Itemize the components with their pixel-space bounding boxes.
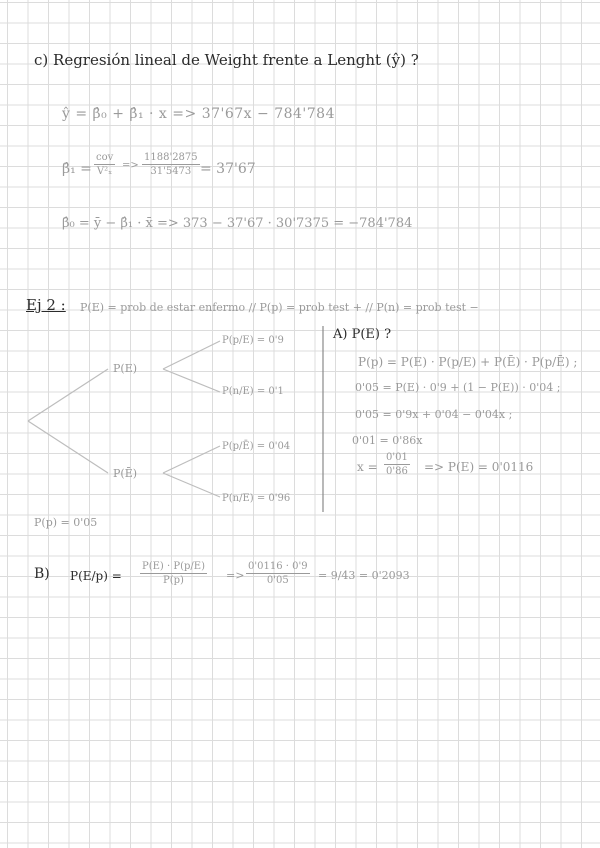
beta1-arrow: => <box>122 160 139 171</box>
beta1-result: = 37'67 <box>200 161 256 177</box>
tree-leaf-p-given-not-e: P(p/Ē) = 0'04 <box>222 441 291 452</box>
tree-leaf-p-given-e: P(p/E) = 0'9 <box>222 335 284 346</box>
part-b-bayes-numerator: P(E) · P(p/E) <box>142 561 205 572</box>
part-c-heading: c) Regresión lineal de Weight frente a Lenght (ŷ) ? <box>34 51 419 69</box>
regression-equation: ŷ = β̂₀ + β̂₁ · x => 37'67x − 784'784 <box>62 106 335 122</box>
part-a-title: A) P(E) ? <box>333 327 392 342</box>
part-a-x-label: x = <box>357 460 378 474</box>
part-b-values-numerator: 0'0116 · 0'9 <box>248 561 308 572</box>
part-a-result: => P(E) = 0'0116 <box>424 460 534 474</box>
part-b-arrow: => <box>226 569 245 582</box>
part-b-bayes-fraction <box>140 561 207 586</box>
part-a-x-fraction-numerator: 0'01 <box>386 452 408 463</box>
beta0-equation: β̂₀ = ȳ − β̂₁ · x̄ => 373 − 37'67 · 30'7375 = −784'784 <box>62 216 413 231</box>
prior-probability: P(p) = 0'05 <box>34 516 98 529</box>
tree-leaf-n-given-e: P(n/E) = 0'1 <box>222 386 284 397</box>
exercise-2-label: Ej 2 : <box>26 296 66 314</box>
part-a-x-fraction-denominator: 0'86 <box>386 466 408 477</box>
part-b-label: B) <box>34 566 50 582</box>
part-a-line-4: 0'01 = 0'86x <box>352 434 423 447</box>
part-a-line-1: P(p) = P(E) · P(p/E) + P(Ē) · P(p/Ē) ; <box>358 355 578 369</box>
beta1-label: β̂₁ = <box>62 161 92 177</box>
part-a-line-2: 0'05 = P(E) · 0'9 + (1 − P(E)) · 0'04 ; <box>355 381 561 394</box>
part-b-bayes-denominator: P(p) <box>163 575 184 586</box>
tree-node-e: P(E) <box>113 362 138 375</box>
part-a-line-3: 0'05 = 0'9x + 0'04 − 0'04x ; <box>355 408 513 421</box>
beta1-fraction-cov-denominator: V²ₓ <box>96 166 113 177</box>
part-b-values-fraction <box>246 561 310 586</box>
beta1-fraction-values-numerator: 1188'2875 <box>144 152 198 163</box>
tree-leaf-n-given-not-e: P(n/E) = 0'96 <box>222 493 291 504</box>
part-b-values-denominator: 0'05 <box>266 575 289 586</box>
beta1-fraction-values-denominator: 31'5473 <box>150 166 192 177</box>
beta1-fraction-cov-numerator: cov <box>96 152 114 163</box>
probability-definitions: P(E) = prob de estar enfermo // P(p) = prob test + // P(n) = prob test − <box>80 301 479 314</box>
part-a-x-fraction <box>384 452 410 477</box>
part-b-lhs: P(E/p) = <box>70 569 122 583</box>
part-b-result: = 9/43 = 0'2093 <box>318 569 410 582</box>
tree-node-not-e: P(Ē) <box>113 467 138 480</box>
